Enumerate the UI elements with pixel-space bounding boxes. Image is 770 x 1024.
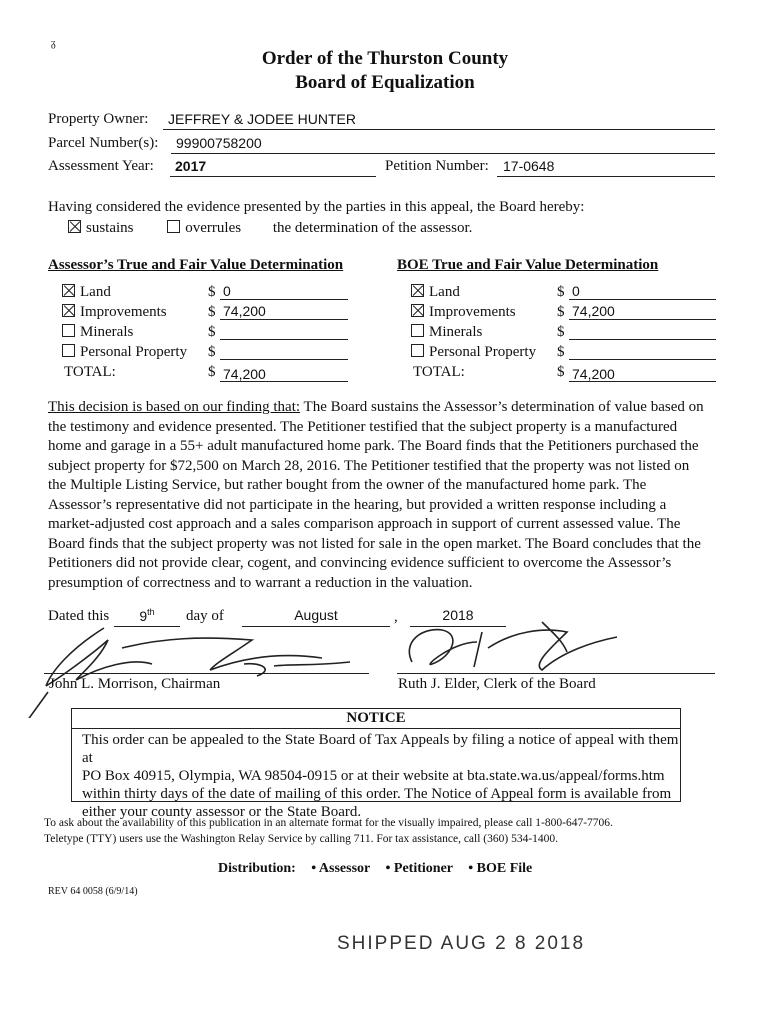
boe-values-value: 74,200 [569,302,716,320]
overrules-label: overrules [185,220,242,236]
chair-name: John L. Morrison, Chairman [49,676,221,692]
assessor-values-checkbox[interactable] [62,324,75,337]
assessor-values-value: 74,200 [220,302,348,320]
dated-comma: , [394,609,398,625]
assessor-values-total-currency: $ [208,364,216,380]
assessor-values-checkbox[interactable] [62,344,75,357]
notice-line-3: either your county assessor or the State Board. [82,804,362,820]
finding-line-2: home and garage in a 55+ adult manufactured home park. The Board finds that the Petitioners purchased the [48,438,699,454]
dated-month: August [294,607,338,623]
finding-line-5: Assessor’s representative did not participate in the hearing, but provided a written response including a [48,496,667,513]
finding-line-7: Board finds that the subject property was not listed for sale in the open market. The Board concludes that the [48,535,701,552]
boe-values-checkbox[interactable] [411,324,424,337]
assessor-values-currency: $ [208,344,216,360]
dated-day-suffix: th [147,607,155,617]
considered-text: Having considered the evidence presented by the parties in this appeal, the Board hereby: [48,199,585,215]
notice-heading: NOTICE [72,709,680,729]
boe-values-label: Personal Property [429,344,537,360]
clerk-signature-line [397,673,715,674]
finding-paragraph [48,398,738,593]
distribution-assessor: • Assessor [311,861,371,876]
boe-values-value: 0 [569,282,716,300]
boe-values-label: Land [429,284,460,300]
boe-values-row [411,302,716,322]
notice-line-1: PO Box 40915, Olympia, WA 98504-0915 or at their website at bta.state.wa.us/appeal/forms.htm [82,768,665,784]
distribution-label: Distribution: [218,861,296,876]
notice-box [71,708,681,820]
boe-values-total-label: TOTAL: [413,364,465,380]
assessor-values-label: Minerals [80,324,134,340]
assessor-values-total-row [62,362,348,382]
assessor-values-label: Personal Property [80,344,188,360]
shipped-stamp: SHIPPED AUG 2 8 2018 [337,933,586,954]
boe-values-label: Improvements [429,304,516,320]
assessor-values-row [62,302,348,322]
petition-field [497,157,715,177]
boe-values-row [411,322,716,342]
finding-line-3: subject property for $72,500 on March 28, 2016. The Petitioner testified that the property was not listed on [48,457,690,474]
petition-label: Petition Number: [385,158,489,174]
title-line-2: Board of Equalization [295,72,475,93]
finding-line-1: the testimony and evidence presented. The Petitioner testified that the subject property is a manufactured [48,418,678,435]
dated-prefix: Dated this [48,608,110,624]
form-rev: REV 64 0058 (6/9/14) [48,886,138,897]
boe-values [411,282,716,382]
boe-values-total-currency: $ [557,364,565,380]
assessor-values-currency: $ [208,304,216,320]
accessibility-line-1: To ask about the availability of this publication in an alternate format for the visually impaired, please call 1-800-647-7706. [44,817,613,829]
sustains-checkbox[interactable] [68,220,81,233]
assessment-year-field [170,157,376,177]
dated-year: 2018 [442,607,474,623]
decision-row [68,220,472,237]
overrules-checkbox[interactable] [167,220,180,233]
accessibility-line-2: Teletype (TTY) users use the Washington Relay Service by calling 711. For tax assistance, call (360) 534-1400. [44,833,559,845]
dated-day: 9 [139,608,148,624]
finding-line-9: presumption of correctness and to warrant a reduction in the valuation. [48,574,473,591]
assessor-values-row [62,322,348,342]
corner-mark: ᵹ [51,38,56,49]
assessor-values-total-label: TOTAL: [64,364,116,380]
boe-values-value [569,342,716,360]
chair-signature-line [44,673,369,674]
owner-field [163,110,715,130]
boe-values-currency: $ [557,284,565,300]
assessor-values [62,282,348,382]
assessment-year-value: 2017 [175,158,207,174]
boe-values-checkbox[interactable] [411,304,424,317]
accessibility-text [44,815,613,847]
boe-values-label: Minerals [429,324,483,340]
boe-values-total-value: 74,200 [569,364,716,382]
owner-value: JEFFREY & JODEE HUNTER [168,111,356,127]
decision-trailing-text: the determination of the assessor. [272,220,473,236]
boe-values-total-row [411,362,716,382]
assessor-values-row [62,282,348,302]
dated-day-of: day of [186,608,224,624]
assessor-values-value: 0 [220,282,348,300]
finding-line-0: The Board sustains the Assessor’s determination of value based on [303,399,704,415]
boe-values-checkbox[interactable] [411,284,424,297]
finding-line-6: market-adjusted cost approach and a sales comparison approach in support of current assessed value. The [48,516,681,532]
clerk-name: Ruth J. Elder, Clerk of the Board [398,676,596,692]
assessor-values-total-value: 74,200 [220,364,348,382]
page-title [0,47,770,95]
assessor-values-row [62,342,348,362]
distribution-boe-file: • BOE File [468,861,533,876]
assessor-values-value [220,322,348,340]
parcel-label: Parcel Number(s): [48,135,159,151]
distribution-row [218,861,532,877]
petition-value: 17-0648 [503,158,555,174]
title-line-1: Order of the Thurston County [261,48,509,69]
assessor-values-currency: $ [208,284,216,300]
boe-values-currency: $ [557,304,565,320]
boe-values-row [411,342,716,362]
finding-lead: This decision is based on our finding that: [48,399,301,415]
assessor-values-label: Improvements [80,304,167,320]
boe-values-currency: $ [557,344,565,360]
clerk-signature [392,612,622,682]
boe-values-currency: $ [557,324,565,340]
boe-values-value [569,322,716,340]
assessor-values-label: Land [80,284,111,300]
assessment-year-label: Assessment Year: [48,158,154,174]
finding-line-4: the Multiple Listing Service, but rather bought from the owner of the manufactured home park. The [48,477,647,493]
sustains-label: sustains [86,220,134,236]
parcel-field [171,134,715,154]
assessor-values-checkbox[interactable] [62,304,75,317]
notice-line-0: This order can be appealed to the State Board of Tax Appeals by filing a notice of appeal with them at [82,732,679,766]
notice-line-2: within thirty days of the date of mailing of this order. The Notice of Appeal form is available from [82,786,672,802]
finding-line-8: Petitioners did not provide clear, cogent, and convincing evidence sufficient to overcome the Assessor’s [48,555,672,571]
owner-label: Property Owner: [48,111,149,127]
assessor-values-checkbox[interactable] [62,284,75,297]
assessor-values-value [220,342,348,360]
boe-values-row [411,282,716,302]
boe-values-checkbox[interactable] [411,344,424,357]
distribution-petitioner: • Petitioner [385,861,453,876]
chair-signature [12,618,367,718]
boe-heading: BOE True and Fair Value Determination [397,257,659,273]
assessor-heading: Assessor’s True and Fair Value Determination [48,257,344,273]
assessor-values-currency: $ [208,324,216,340]
parcel-value: 99900758200 [176,135,262,151]
